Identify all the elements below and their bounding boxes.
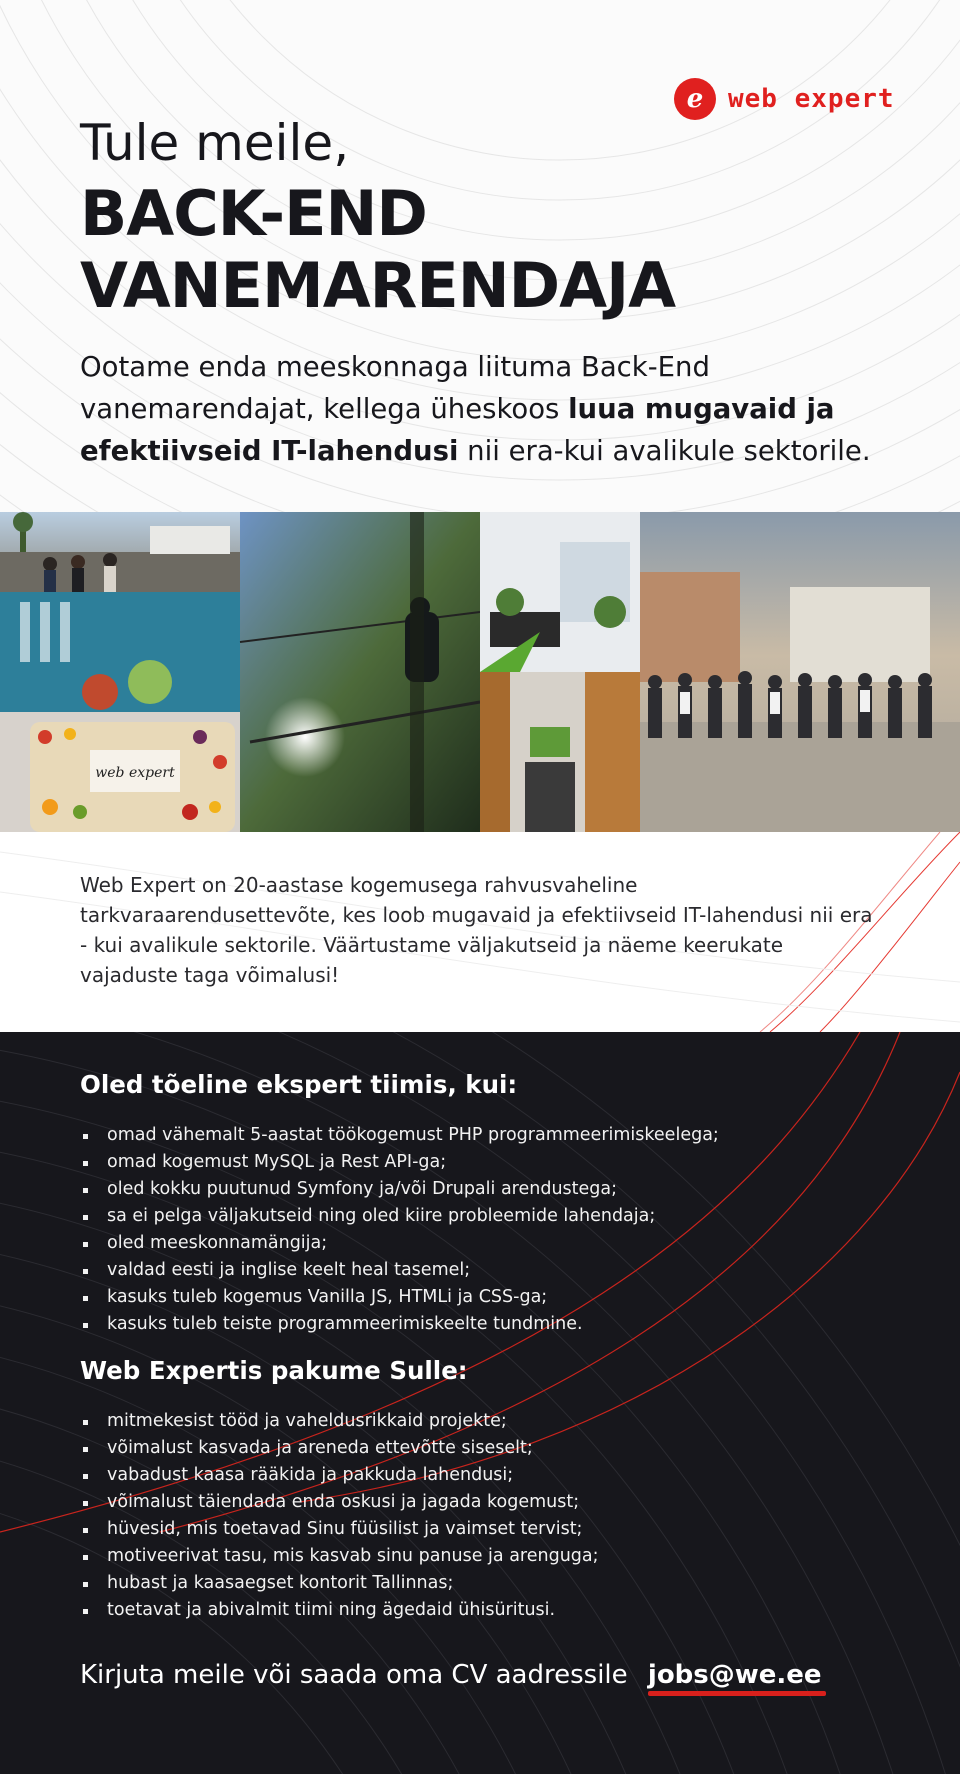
- about-section: [0, 832, 960, 1032]
- about-text: Web Expert on 20-aastase kogemusega rahvusvaheline tarkvaraarendusettevõte, kes loob mugavaid ja efektiivseid IT-lahendusi nii era - kui avalikule sektorile. Väärtustame väljakutseid ja näeme keerukate vajaduste taga võimalusi!: [80, 873, 873, 987]
- photo-office: [480, 512, 640, 832]
- list-item: võimalust täiendada enda oskusi ja jagada kogemust;: [80, 1489, 920, 1516]
- list-item: oled meeskonnamängija;: [80, 1230, 920, 1257]
- intro-highlight: luua mugavaid ja efektiivseid IT-lahendusi: [80, 393, 835, 467]
- photo-rope-park: [240, 512, 480, 832]
- requirements-list: [80, 1122, 920, 1338]
- list-item: sa ei pelga väljakutseid ning oled kiire probleemide lahendaja;: [80, 1203, 920, 1230]
- offers-list: [80, 1408, 920, 1624]
- list-item: omad vähemalt 5-aastat töökogemust PHP programmeerimiskeelega;: [80, 1122, 920, 1149]
- cake-label: web expert: [95, 765, 175, 781]
- job-title: [80, 178, 675, 322]
- photo-collage: [0, 512, 960, 832]
- offers-heading: Web Expertis pakume Sulle:: [80, 1356, 468, 1385]
- company-logo: [674, 78, 895, 120]
- list-item: hüvesid, mis toetavad Sinu füüsilist ja vaimset tervist;: [80, 1516, 920, 1543]
- list-item: kasuks tuleb kogemus Vanilla JS, HTMLi ja CSS-ga;: [80, 1284, 920, 1311]
- logo-wordmark: web expert: [728, 84, 895, 114]
- list-item: omad kogemust MySQL ja Rest API-ga;: [80, 1149, 920, 1176]
- greeting: Tule meile,: [80, 114, 350, 172]
- list-item: mitmekesist tööd ja vaheldusrikkaid projekte;: [80, 1408, 920, 1435]
- details-section: [0, 1032, 960, 1774]
- list-item: valdad eesti ja inglise keelt heal tasemel;: [80, 1257, 920, 1284]
- logo-mark-icon: e: [674, 78, 716, 120]
- photo-team-venice: [640, 512, 960, 832]
- intro-text: Ootame enda meeskonnaga liituma Back-End vanemarendajat, kellega üheskoos luua mugavaid ja efektiivseid IT-lahendusi nii era-kui avalikule sektorile.: [80, 351, 871, 467]
- contact-text: Kirjuta meile või saada oma CV aadressile: [80, 1660, 628, 1690]
- list-item: motiveerivat tasu, mis kasvab sinu panuse ja arenguga;: [80, 1543, 920, 1570]
- list-item: võimalust kasvada ja areneda ettevõtte siseselt;: [80, 1435, 920, 1462]
- list-item: oled kokku puutunud Symfony ja/või Drupali arendustega;: [80, 1176, 920, 1203]
- photo-cake: [0, 592, 240, 832]
- list-item: vabadust kaasa rääkida ja pakkuda lahendusi;: [80, 1462, 920, 1489]
- job-title-line-2: VANEMARENDAJA: [80, 249, 676, 322]
- contact-line: [80, 1660, 822, 1690]
- photo-harbour: [0, 512, 240, 592]
- list-item: kasuks tuleb teiste programmeerimiskeelte tundmine.: [80, 1311, 920, 1338]
- requirements-heading: Oled tõeline ekspert tiimis, kui:: [80, 1070, 518, 1099]
- hero-section: [0, 0, 960, 512]
- email-link[interactable]: jobs@we.ee: [647, 1660, 822, 1690]
- list-item: toetavat ja abivalmit tiimi ning ägedaid ühisüritusi.: [80, 1597, 920, 1624]
- job-title-line-1: BACK-END: [80, 177, 427, 250]
- list-item: hubast ja kaasaegset kontorit Tallinnas;: [80, 1570, 920, 1597]
